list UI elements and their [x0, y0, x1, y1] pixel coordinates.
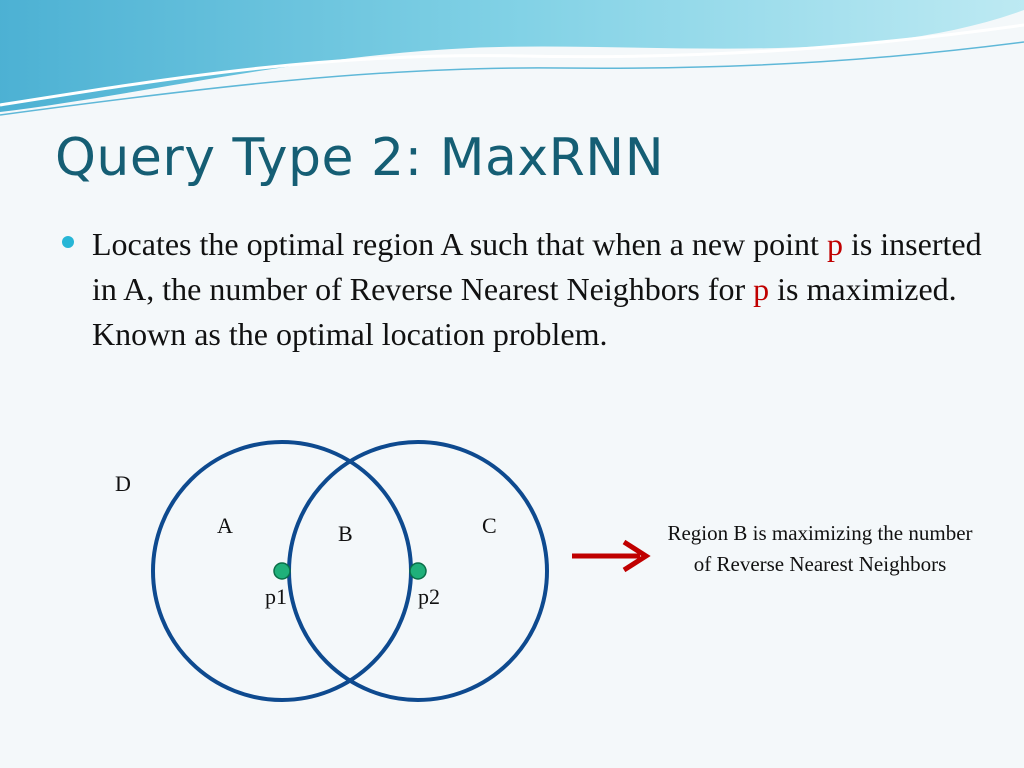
bullet-text-part-1: Locates the optimal region A such that when a new point	[92, 226, 827, 262]
label-d: D	[115, 471, 131, 496]
label-p2: p2	[418, 584, 440, 609]
label-a: A	[217, 513, 233, 538]
venn-diagram	[0, 440, 1024, 768]
bullet-dot-icon	[62, 236, 74, 248]
point-p2-marker	[410, 563, 426, 579]
right-arrow-icon	[572, 542, 646, 570]
slide-title: Query Type 2: MaxRNN	[55, 128, 665, 188]
bullet-text	[92, 222, 982, 357]
bullet-text-part-3: is maximized. Known as the optimal location problem.	[92, 271, 957, 352]
header-wave-decoration	[0, 0, 1024, 120]
label-c: C	[482, 513, 497, 538]
highlight-p-2: p	[753, 271, 770, 307]
point-p1-marker	[274, 563, 290, 579]
label-p1: p1	[265, 584, 287, 609]
region-b-note: Region B is maximizing the number of Reverse Nearest Neighbors	[667, 521, 973, 576]
highlight-p-1: p	[826, 226, 843, 262]
label-b: B	[338, 521, 353, 546]
bullet-item	[62, 222, 982, 357]
bullet-text-part-2: is inserted in A, the number of Reverse Nearest Neighbors for	[92, 226, 982, 307]
